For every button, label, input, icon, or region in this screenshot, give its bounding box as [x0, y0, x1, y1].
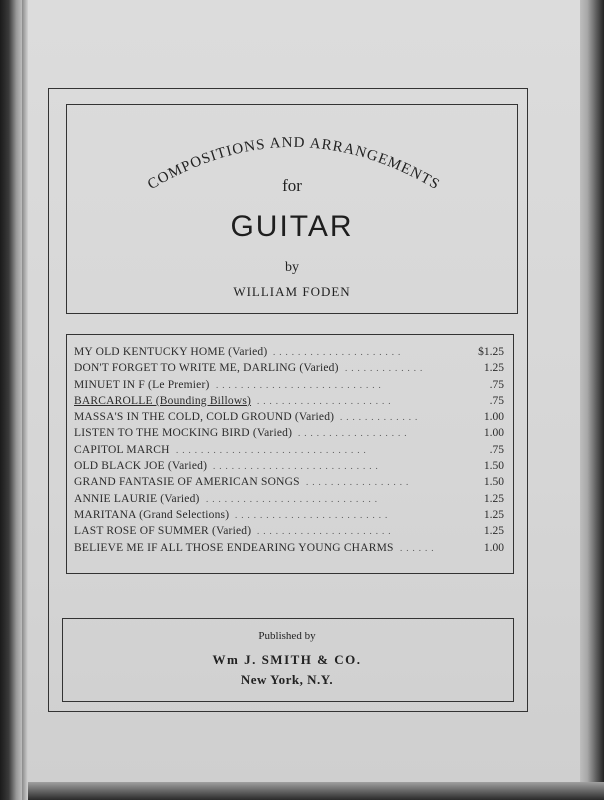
composition-title: GRAND FANTASIE OF AMERICAN SONGS — [74, 476, 300, 489]
composition-row — [74, 507, 504, 523]
composition-title: LAST ROSE OF SUMMER (Varied) — [74, 525, 252, 538]
composition-row — [74, 540, 504, 556]
composition-title: MASSA'S IN THE COLD, COLD GROUND (Varied) — [74, 411, 335, 424]
composition-row — [74, 458, 504, 474]
composition-row — [74, 425, 504, 441]
instrument-title: GUITAR — [230, 210, 354, 243]
composition-title: DON'T FORGET TO WRITE ME, DARLING (Varied) — [74, 362, 339, 375]
composition-price: 1.25 — [483, 362, 504, 375]
composition-price: .75 — [489, 443, 504, 456]
composition-title: MARITANA (Grand Selections) — [74, 508, 230, 521]
leader-dots: .................. — [298, 428, 411, 439]
composition-price: 1.25 — [483, 525, 504, 538]
published-by-label: Published by — [258, 630, 316, 642]
composition-row — [74, 344, 504, 360]
leader-dots: ......................... — [235, 509, 392, 520]
composition-price: 1.00 — [483, 541, 504, 554]
arc-title-text: COMPOSITIONS AND ARRANGEMENTS — [145, 134, 443, 194]
composition-title: OLD BLACK JOE (Varied) — [74, 460, 208, 473]
author-name: WILLIAM FODEN — [233, 284, 351, 299]
composition-price: 1.50 — [483, 476, 504, 489]
composition-price: $1.25 — [478, 346, 504, 358]
composition-price: 1.00 — [483, 411, 504, 424]
leader-dots: ............................ — [206, 493, 381, 504]
leader-dots: ............. — [345, 363, 427, 374]
leader-dots: ........................... — [216, 379, 385, 390]
composition-row — [74, 523, 504, 539]
composition-title: BARCAROLLE (Bounding Billows) — [74, 394, 252, 407]
composition-row — [74, 377, 504, 393]
page-edge — [580, 0, 604, 800]
composition-title: ANNIE LAURIE (Varied) — [74, 492, 200, 505]
composition-row — [74, 474, 504, 490]
leader-dots: ............. — [340, 412, 422, 423]
leader-dots: ..................... — [273, 347, 405, 357]
compositions-list — [74, 344, 504, 556]
composition-title: BELIEVE ME IF ALL THOSE ENDEARING YOUNG CHARMS — [74, 541, 394, 554]
book-spine — [0, 0, 22, 800]
composition-price: .75 — [489, 378, 504, 391]
page-bottom-edge — [28, 782, 604, 800]
leader-dots: ................. — [306, 477, 413, 488]
leader-dots: ............................... — [176, 444, 370, 455]
composition-title: MY OLD KENTUCKY HOME (Varied) — [74, 346, 268, 358]
leader-dots: ...................... — [257, 526, 395, 537]
composition-price: 1.00 — [483, 427, 504, 440]
composition-row — [74, 491, 504, 507]
leader-dots: ...... — [400, 542, 438, 553]
publisher-location: New York, N.Y. — [240, 672, 334, 687]
composition-title: CAPITOL MARCH — [74, 443, 170, 456]
composition-row — [74, 409, 504, 425]
composition-price: 1.25 — [483, 508, 504, 521]
arc-title — [66, 104, 518, 224]
by-label: by — [285, 260, 299, 275]
composition-title: MINUET IN F (Le Premier) — [74, 378, 210, 391]
composition-title: LISTEN TO THE MOCKING BIRD (Varied) — [74, 427, 293, 440]
leader-dots: ...................... — [257, 395, 395, 406]
composition-price: .75 — [489, 394, 504, 407]
leader-dots: ........................... — [213, 461, 382, 472]
composition-row — [74, 360, 504, 376]
composition-price: 1.25 — [483, 492, 504, 505]
composition-row — [74, 442, 504, 458]
for-label: for — [282, 176, 302, 195]
composition-price: 1.50 — [483, 460, 504, 473]
composition-row — [74, 393, 504, 409]
publisher-name: Wm J. SMITH & CO. — [212, 652, 362, 667]
